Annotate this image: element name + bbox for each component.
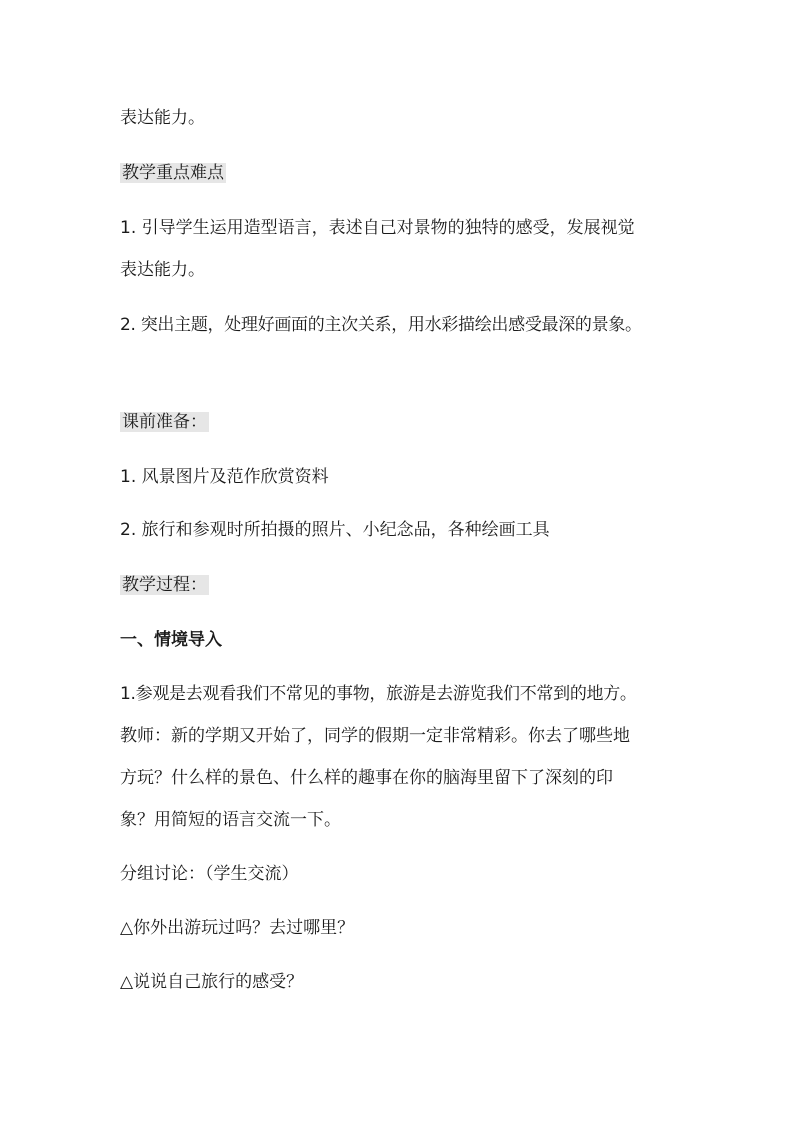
list-item: △说说自己旅行的感受？: [120, 972, 304, 992]
heading-process-text: 教学过程：: [122, 575, 207, 595]
list-item: 1. 风景图片及范作欣赏资料: [120, 467, 329, 487]
text-line: 表达能力。: [120, 108, 205, 128]
list-item: 2. 旅行和参观时所拍摄的照片、小纪念品，各种绘画工具: [120, 520, 550, 540]
text-line: 象？用简短的语言交流一下。: [120, 810, 341, 830]
heading-preparation: [120, 410, 209, 434]
heading-key-points: [120, 161, 226, 185]
text-line: 2. 突出主题，处理好画面的主次关系，用水彩描绘出感受最深的景象。: [120, 315, 642, 335]
heading-process: [120, 573, 209, 597]
text-line: 1. 引导学生运用造型语言，表述自己对景物的独特的感受，发展视觉: [120, 218, 635, 238]
list-item: △你外出游玩过吗？去过哪里？: [120, 918, 355, 938]
section-heading: 一、情境导入: [120, 630, 222, 650]
heading-key-points-text: 教学重点难点: [122, 163, 224, 183]
text-line: 教师：新的学期又开始了，同学的假期一定非常精彩。你去了哪些地: [120, 726, 630, 746]
text-line: 1.参观是去观看我们不常见的事物，旅游是去游览我们不常到的地方。: [120, 684, 637, 704]
text-line: 分组讨论：（学生交流）: [120, 864, 299, 884]
text-line: 方玩？什么样的景色、什么样的趣事在你的脑海里留下了深刻的印: [120, 768, 613, 788]
text-line: 表达能力。: [120, 260, 205, 280]
heading-preparation-text: 课前准备：: [122, 412, 207, 432]
